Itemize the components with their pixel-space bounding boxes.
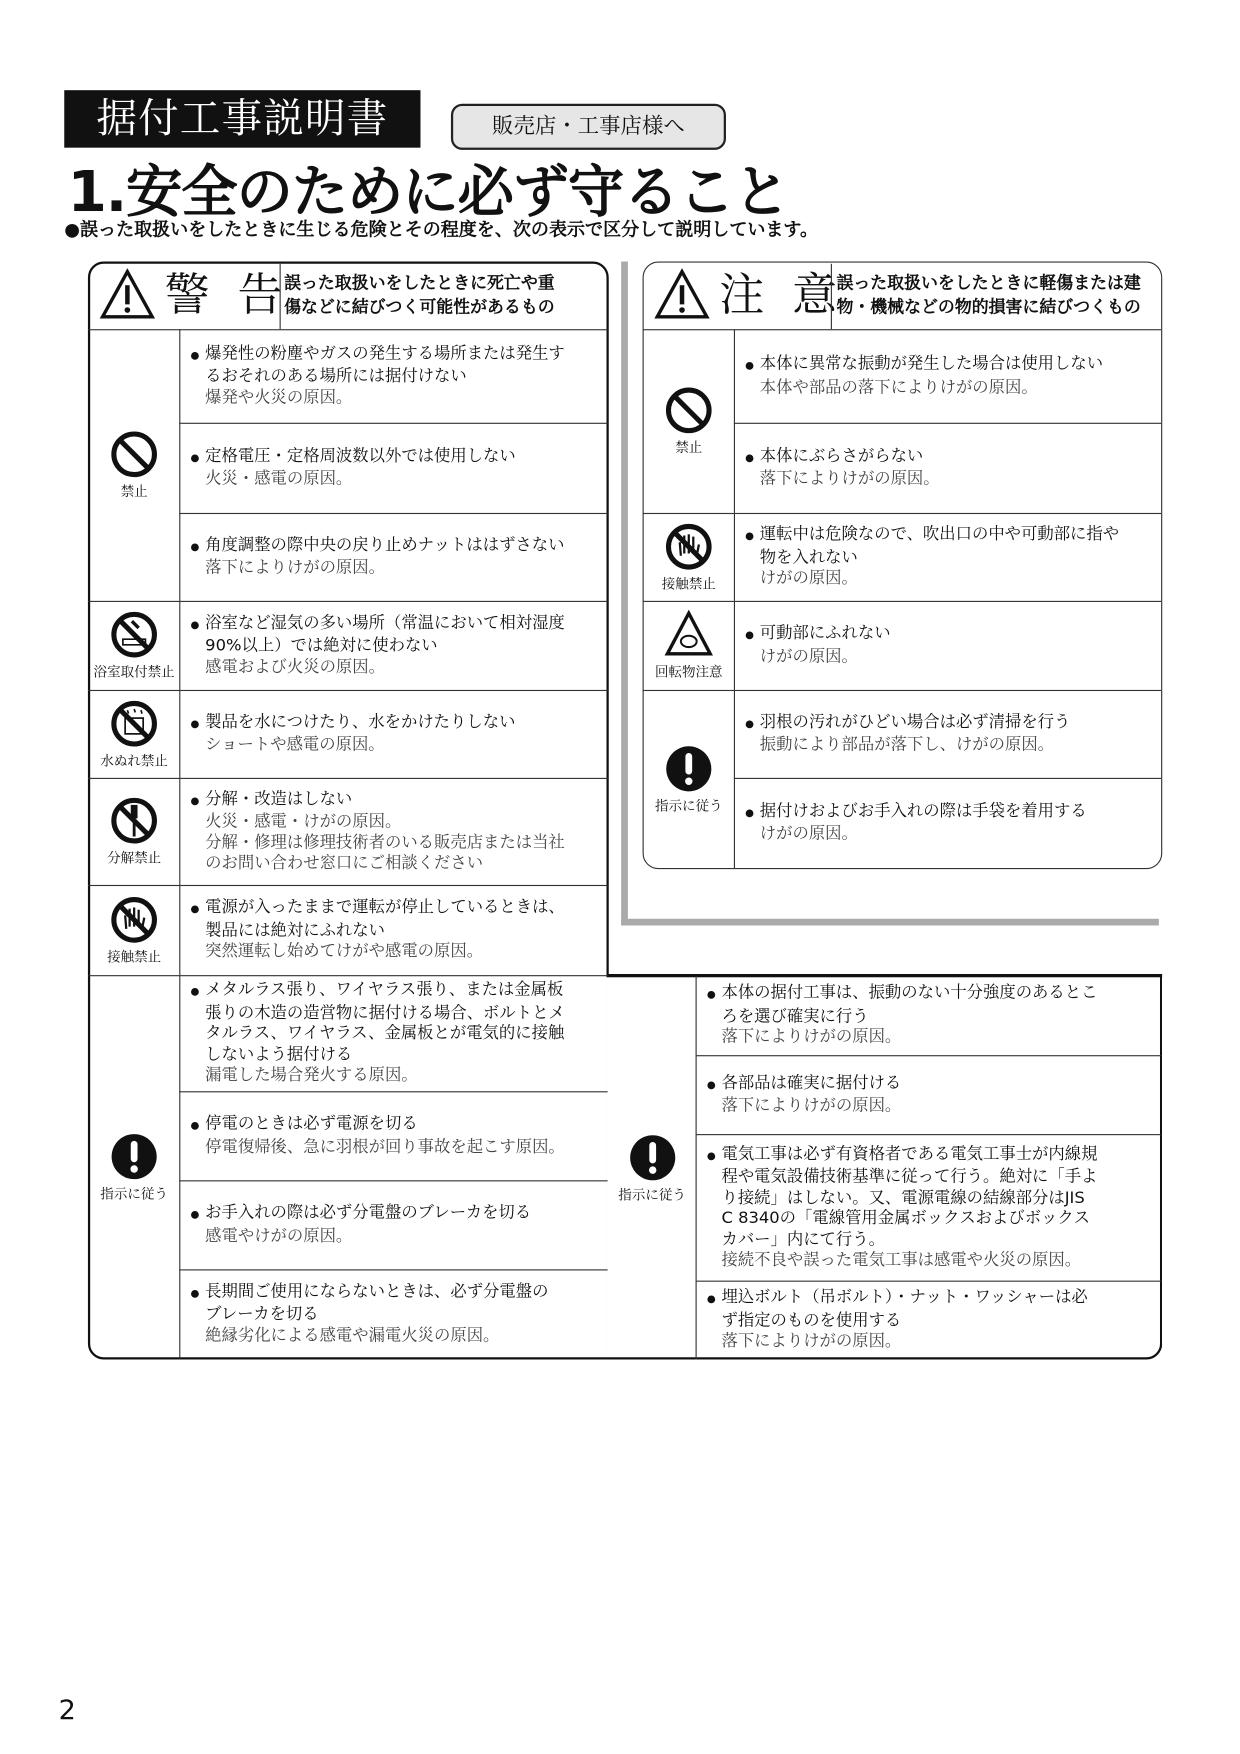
icon-cell <box>89 778 179 885</box>
cause-text: 漏電した場合発火する原因。 <box>205 1066 418 1085</box>
instruction-line <box>707 1144 1118 1167</box>
instruction-line <box>707 1311 1118 1332</box>
shadow-divider <box>621 919 1159 926</box>
caution-description-line: 誤った取扱いをしたときに軽傷または建 <box>836 272 1141 294</box>
cause-text: けがの原因。 <box>759 647 858 666</box>
safety-item <box>191 601 602 690</box>
safety-item <box>191 690 602 778</box>
safety-item <box>191 513 602 601</box>
icon-cell <box>644 329 734 513</box>
icon-label: 指示に従う <box>618 1186 686 1203</box>
warning-description-line: 誤った取扱いをしたときに死亡や重 <box>284 272 555 294</box>
divider <box>734 601 735 690</box>
cause-text: のお問い合わせ窓口にご相談ください <box>205 854 484 873</box>
instruction-text: 浴室など湿気の多い場所（常温において相対湿度 <box>205 614 565 633</box>
cause-text: 火災・感電・けがの原因。 <box>205 812 402 831</box>
safety-item <box>191 1180 602 1269</box>
instruction-text: お手入れの際は必ず分電盤のブレーカを切る <box>205 1203 532 1222</box>
instruction-line <box>745 524 1156 547</box>
icon-label: 接触禁止 <box>107 948 162 965</box>
bullet: ● <box>745 531 755 543</box>
cause-text: 分解・修理は修理技術者のいる販売店または当社 <box>205 833 565 852</box>
cause-text: 落下によりけがの原因。 <box>721 1332 902 1351</box>
prohibited-icon <box>664 386 714 440</box>
no-bathroom-install-icon <box>109 610 159 664</box>
instruction-text: 運転中は危険なので、吹出口の中や可動部に指や <box>759 525 1120 544</box>
instruction-text: 埋込ボルト（吊ボルト）・ナット・ワッシャーは必 <box>721 1288 1088 1307</box>
no-water-icon <box>109 698 159 752</box>
page-number: 2 <box>58 1694 76 1726</box>
bullet: ● <box>190 795 200 807</box>
cause-text: 感電やけがの原因。 <box>205 1227 353 1246</box>
instruction-text: タルラス、ワイヤラス、金属板とが電気的に接触 <box>205 1024 565 1044</box>
instruction-text: 据付けおよびお手入れの際は手袋を着用する <box>759 802 1087 821</box>
instruction-line <box>745 712 1156 735</box>
instruction-line <box>191 535 602 558</box>
safety-item <box>191 885 602 975</box>
instruction-line <box>707 1208 1118 1229</box>
cause-text: 爆発や火災の原因。 <box>205 388 353 407</box>
divider <box>734 513 735 601</box>
warning-triangle-icon <box>99 268 155 324</box>
instruction-text: 張りの木造の造営物に据付ける場合、ボルトとメ <box>205 1004 565 1023</box>
instruction-text: C 8340の「電線管用金属ボックスおよびボックス <box>721 1209 1090 1228</box>
divider <box>734 329 735 513</box>
instruction-text: 本体に異常な振動が発生した場合は使用しない <box>759 355 1104 374</box>
bullet: ● <box>190 718 200 730</box>
caution-triangle-icon <box>654 268 710 324</box>
safety-item <box>745 513 1156 601</box>
divider <box>179 329 180 601</box>
instruction-text: 停電のときは必ず電源を切る <box>205 1114 418 1133</box>
safety-item <box>707 976 1118 1055</box>
bullet: ● <box>190 1120 200 1132</box>
bullet: ● <box>190 986 200 998</box>
instruction-line <box>191 636 602 657</box>
instruction-line <box>191 1305 602 1326</box>
icon-label: 指示に従う <box>100 1185 168 1202</box>
bullet: ● <box>706 1079 716 1091</box>
instruction-text: 本体にぶらさがらない <box>759 446 924 466</box>
cause-text: 本体や部品の落下によりけがの原因。 <box>759 378 1038 397</box>
cause-text: 突然運転し始めてけがや感電の原因。 <box>205 942 484 961</box>
prohibited-icon <box>109 430 159 484</box>
intro-text: ●誤った取扱いをしたときに生じる危険とその程度を、次の表示で区分して説明しています。 <box>64 218 819 241</box>
icon-label: 水ぬれ禁止 <box>100 752 168 769</box>
section-title: 1.安全のために必ず守ること <box>67 158 789 225</box>
safety-item <box>745 690 1156 778</box>
instruction-text: 90%以上）では絶対に使わない <box>205 637 438 656</box>
instruction-line <box>745 354 1156 377</box>
instruction-line <box>191 921 602 942</box>
bullet: ● <box>706 1150 716 1162</box>
instruction-line <box>191 712 602 735</box>
instruction-line <box>707 1006 1118 1027</box>
icon-cell <box>609 976 696 1359</box>
divider <box>280 264 281 329</box>
instruction-line <box>745 623 1156 646</box>
safety-item <box>707 1055 1118 1134</box>
instruction-text: カバー」内にて行う。 <box>721 1230 885 1249</box>
document-title: 据付工事説明書 <box>64 90 420 147</box>
instruction-line <box>707 1167 1118 1188</box>
instruction-text: るおそれのある場所には据付けない <box>205 367 467 386</box>
instruction-line <box>191 1003 602 1024</box>
safety-item <box>191 423 602 513</box>
cause-text: 感電および火災の原因。 <box>205 658 385 677</box>
divider <box>179 975 180 1358</box>
no-touch-icon <box>664 521 714 575</box>
icon-cell <box>644 690 734 868</box>
icon-cell <box>89 690 179 778</box>
bullet: ● <box>745 630 755 642</box>
cause-text: 落下によりけがの原因。 <box>759 470 940 489</box>
instruction-line <box>191 789 602 812</box>
bullet: ● <box>706 990 716 1002</box>
cause-text: けがの原因。 <box>759 569 858 588</box>
icon-label: 禁止 <box>675 439 703 456</box>
safety-item <box>745 601 1156 690</box>
caution-description <box>836 272 1140 319</box>
instruction-text: 製品には絶対にふれない <box>205 921 385 940</box>
instruction-text: 角度調整の際中央の戻り止めナットははずさない <box>205 536 565 555</box>
instruction-text: ず指定のものを使用する <box>721 1311 902 1330</box>
instruction-line <box>191 1203 602 1226</box>
icon-cell <box>89 601 179 690</box>
instruction-line <box>191 446 602 469</box>
warning-title: 警 告 <box>164 269 290 322</box>
instruction-text: 程や電気設備技術基準に従って行う。絶対に「手よ <box>721 1167 1098 1186</box>
instruction-text: 本体の据付工事は、振動のない十分強度のあるとこ <box>721 984 1098 1003</box>
bullet: ● <box>190 619 200 632</box>
cause-text: 停電復帰後、急に羽根が回り事故を起こす原因。 <box>205 1138 565 1157</box>
divider <box>696 976 697 1359</box>
instruction-text: 物を入れない <box>759 548 858 567</box>
divider <box>179 885 180 975</box>
cause-text: 接続不良や誤った電気工事は感電や火災の原因。 <box>721 1251 1082 1270</box>
icon-cell <box>644 513 734 601</box>
icon-cell <box>89 975 179 1358</box>
instruction-text: メタルラス張り、ワイヤラス張り、または金属板 <box>205 981 564 1000</box>
rotating-parts-caution-icon <box>664 610 714 664</box>
safety-item <box>745 778 1156 868</box>
no-touch-icon <box>109 895 159 949</box>
instruction-line <box>191 344 602 367</box>
cause-text: 落下によりけがの原因。 <box>721 1096 902 1115</box>
safety-item <box>191 975 602 1091</box>
icon-label: 回転物注意 <box>654 663 723 680</box>
instruction-line <box>191 898 602 921</box>
warning-description <box>284 272 555 319</box>
instruction-line <box>745 801 1156 824</box>
icon-cell <box>89 885 179 975</box>
bullet: ● <box>190 452 200 464</box>
icon-label: 指示に従う <box>654 797 723 814</box>
cause-text: 振動により部品が落下し、けがの原因。 <box>759 736 1055 755</box>
instruction-text: 電気工事は必ず有資格者である電気工事士が内線規 <box>721 1144 1098 1163</box>
instruction-line <box>191 1114 602 1137</box>
icon-cell <box>89 329 179 601</box>
instruction-line <box>191 613 602 636</box>
no-disassembly-icon <box>109 796 159 850</box>
cause-text: けがの原因。 <box>759 825 858 844</box>
instruction-text: 各部品は確実に据付ける <box>721 1073 902 1092</box>
warning-description-line: 傷などに結びつく可能性があるもの <box>284 296 555 317</box>
instruction-line <box>707 983 1118 1006</box>
cause-text: 絶縁劣化による感電や漏電火災の原因。 <box>205 1326 500 1345</box>
instruction-text: 可動部にふれない <box>759 624 891 643</box>
divider <box>179 601 180 690</box>
safety-item <box>707 1281 1118 1360</box>
instruction-line <box>745 548 1156 569</box>
safety-item <box>191 1091 602 1180</box>
icon-cell <box>644 601 734 690</box>
icon-label: 分解禁止 <box>107 849 162 866</box>
instruction-text: 製品を水につけたり、水をかけたりしない <box>205 713 516 732</box>
icon-label: 浴室取付禁止 <box>93 663 175 680</box>
cause-text: 火災・感電の原因。 <box>205 470 353 489</box>
instruction-line <box>707 1073 1118 1096</box>
icon-label: 禁止 <box>120 483 148 500</box>
instruction-line <box>707 1229 1118 1250</box>
instruction-line <box>707 1288 1118 1311</box>
cause-text: ショートや感電の原因。 <box>205 736 385 755</box>
instruction-text: 分解・改造はしない <box>205 789 353 808</box>
instruction-text: しないよう据付ける <box>205 1045 353 1064</box>
caution-title: 注 意 <box>719 269 845 322</box>
divider <box>179 778 180 885</box>
mandatory-icon <box>664 743 714 797</box>
instruction-line <box>745 446 1156 469</box>
divider <box>831 264 832 329</box>
bullet: ● <box>190 904 200 916</box>
cause-text: 落下によりけがの原因。 <box>205 559 385 578</box>
bullet: ● <box>706 1294 716 1306</box>
cause-text: 落下によりけがの原因。 <box>721 1028 902 1047</box>
divider <box>179 690 180 778</box>
audience-badge: 販売店・工事店様へ <box>451 104 726 150</box>
instruction-text: 長期間ご使用にならないときは、必ず分電盤の <box>205 1282 549 1301</box>
icon-label: 接触禁止 <box>661 575 716 592</box>
bullet: ● <box>190 1288 200 1300</box>
instruction-text: り接続」はしない。又、電源電線の結線部分はJIS <box>721 1188 1085 1207</box>
instruction-text: 定格電圧・定格周波数以外では使用しない <box>205 446 516 466</box>
instruction-line <box>191 1024 602 1045</box>
safety-item <box>191 778 602 885</box>
instruction-text: ブレーカを切る <box>205 1305 319 1324</box>
bullet: ● <box>190 1209 200 1221</box>
instruction-line <box>191 367 602 388</box>
safety-item <box>191 1269 602 1358</box>
instruction-text: 電源が入ったままで運転が停止しているときは、 <box>205 898 565 917</box>
safety-item <box>707 1134 1118 1281</box>
instruction-line <box>191 1281 602 1304</box>
mandatory-icon <box>627 1132 677 1186</box>
bullet: ● <box>745 718 755 730</box>
shadow-divider <box>621 262 628 925</box>
instruction-text: 爆発性の粉塵やガスの発生する場所または発生す <box>205 344 565 363</box>
instruction-text: ろを選び確実に行う <box>721 1007 869 1026</box>
bullet: ● <box>190 541 200 553</box>
bullet: ● <box>190 350 200 362</box>
instruction-text: 羽根の汚れがひどい場合は必ず清掃を行う <box>759 713 1071 732</box>
mandatory-icon <box>109 1131 159 1185</box>
caution-description-line: 物・機械などの物的損害に結びつくもの <box>836 296 1141 317</box>
bullet: ● <box>745 452 755 464</box>
safety-item <box>745 423 1156 513</box>
safety-item <box>191 329 602 423</box>
bullet: ● <box>745 360 755 373</box>
bullet: ● <box>745 807 755 819</box>
instruction-line <box>707 1188 1118 1209</box>
instruction-line <box>191 980 602 1003</box>
safety-item <box>745 329 1156 423</box>
instruction-line <box>191 1045 602 1066</box>
